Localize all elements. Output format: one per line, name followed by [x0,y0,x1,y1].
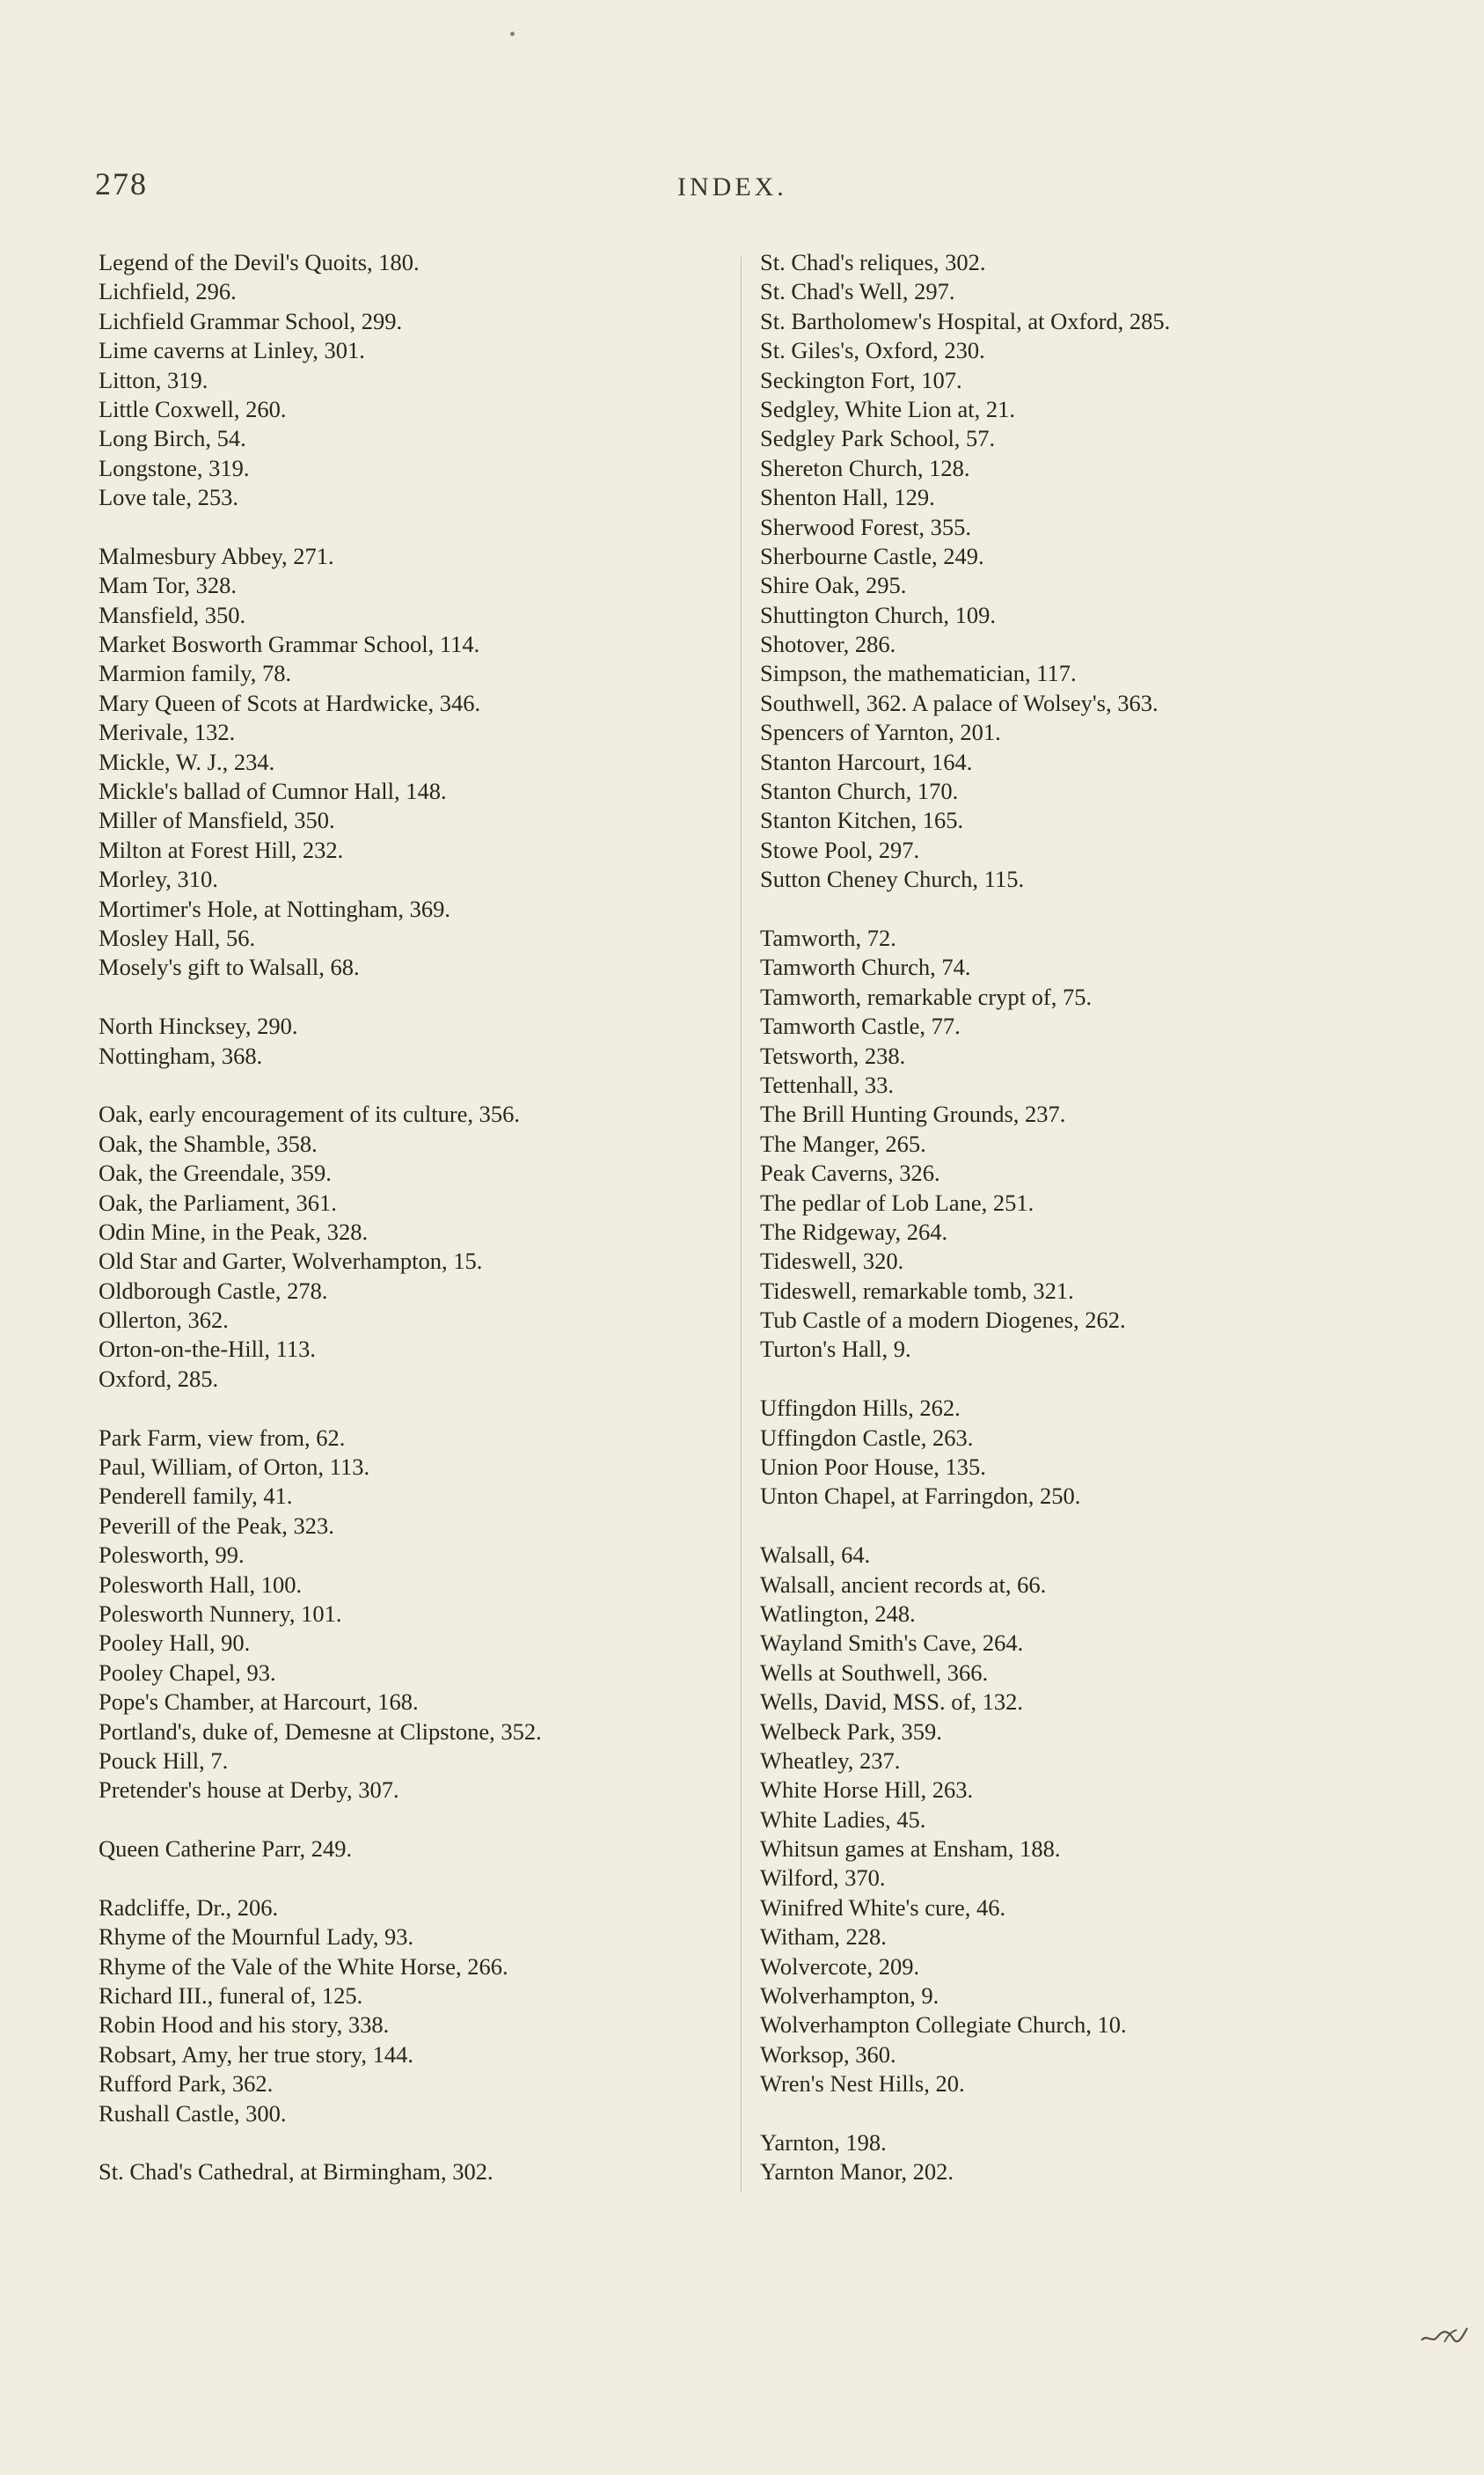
index-entry: Richard III., funeral of, 125. [99,1982,363,2010]
index-entry: Mary Queen of Scots at Hardwicke, 346. [99,689,481,716]
index-entry: Seckington Fort, 107. [760,366,962,393]
index-entry: Walsall, 64. [760,1541,871,1569]
index-entry: Ollerton, 362. [99,1307,229,1334]
index-entry: Malmesbury Abbey, 271. [99,542,334,569]
index-entry: Odin Mine, in the Peak, 328. [99,1218,369,1245]
index-entry: Wells, David, MSS. of, 132. [760,1688,1023,1716]
index-entry: Litton, 319. [99,366,208,393]
index-entry: Mortimer's Hole, at Nottingham, 369. [99,895,451,922]
index-entry: Wolvercote, 209. [760,1952,920,1980]
index-entry: Polesworth, 99. [99,1541,245,1569]
group-spacer [99,1394,727,1423]
index-entry: Shenton Hall, 129. [760,484,935,511]
index-entry: Paul, William, of Orton, 113. [99,1454,370,1481]
index-entry: Mosley Hall, 56. [99,924,256,951]
index-entry: The Manger, 265. [760,1130,926,1157]
index-entry: Park Farm, view from, 62. [99,1424,346,1451]
index-entry: Wells at Southwell, 366. [760,1659,989,1686]
index-entry: Shotover, 286. [760,631,896,658]
index-entry: Wayland Smith's Cave, 264. [760,1629,1024,1657]
index-entry: Penderell family, 41. [99,1483,293,1510]
index-entry: Welbeck Park, 359. [760,1717,942,1745]
index-entry: Tideswell, 320. [760,1248,904,1275]
index-entry: Wolverhampton Collegiate Church, 10. [760,2011,1127,2039]
index-entry: Mam Tor, 328. [99,572,238,599]
index-entry: Sedgley, White Lion at, 21. [760,395,1015,422]
printer-mark-icon [1418,2321,1471,2347]
index-entry: Portland's, duke of, Demesne at Clipstone, 352. [99,1717,542,1745]
index-entry: Witham, 228. [760,1923,887,1951]
index-entry: Sedgley Park School, 57. [760,425,996,452]
index-entry: Robsart, Amy, her true story, 144. [99,2040,413,2068]
index-entry: Rhyme of the Mournful Lady, 93. [99,1923,414,1951]
index-entry: Lime caverns at Linley, 301. [99,337,365,364]
index-entry: Worksop, 360. [760,2040,896,2068]
index-entry: Robin Hood and his story, 338. [99,2011,390,2039]
index-entry: Rhyme of the Vale of the White Horse, 266. [99,1952,508,1980]
index-entry: Whitsun games at Ensham, 188. [760,1835,1061,1863]
index-entry: Nottingham, 368. [99,1042,263,1069]
index-entry: Shuttington Church, 109. [760,601,996,628]
group-spacer [99,1805,727,1834]
index-entry: North Hincksey, 290. [99,1013,298,1040]
page-number: 278 [95,166,148,201]
index-entry: St. Chad's reliques, 302. [760,249,986,275]
index-entry: Radcliffe, Dr., 206. [99,1893,279,1921]
index-entry: Miller of Mansfield, 350. [99,807,335,834]
index-entry: Mansfield, 350. [99,601,246,628]
index-entry: Stanton Church, 170. [760,778,959,805]
running-head: INDEX. [677,172,787,201]
index-entry: Merivale, 132. [99,719,236,746]
index-entry: Old Star and Garter, Wolverhampton, 15. [99,1248,483,1275]
index-entry: Oxford, 285. [99,1365,219,1392]
index-column-right [760,248,1455,2187]
index-entry: Legend of the Devil's Quoits, 180. [99,249,420,275]
index-entry: Tamworth Castle, 77. [760,1013,961,1040]
index-entry: Tamworth, 72. [760,924,896,951]
index-entry: Winifred White's cure, 46. [760,1893,1006,1921]
index-entry: Wolverhampton, 9. [760,1982,939,2010]
index-entry: Polesworth Hall, 100. [99,1571,303,1598]
index-entry: Walsall, ancient records at, 66. [760,1571,1047,1598]
index-entry: Rufford Park, 362. [99,2070,274,2098]
index-entry: Peak Caverns, 326. [760,1160,940,1187]
index-entry: Pope's Chamber, at Harcourt, 168. [99,1688,419,1716]
index-entry: Yarnton, 198. [760,2129,887,2156]
index-entry: Mickle's ballad of Cumnor Hall, 148. [99,778,447,805]
index-entry: St. Chad's Cathedral, at Birmingham, 302. [99,2158,493,2186]
index-entry: Tamworth Church, 74. [760,954,971,981]
index-entry: Tamworth, remarkable crypt of, 75. [760,983,1093,1010]
index-entry: Pooley Hall, 90. [99,1629,251,1657]
group-spacer [760,1512,1455,1541]
index-entry: White Ladies, 45. [760,1805,926,1833]
index-entry: Market Bosworth Grammar School, 114. [99,631,480,658]
index-entry: Queen Catherine Parr, 249. [99,1835,353,1863]
group-spacer [99,513,727,542]
index-entry: Shereton Church, 128. [760,454,970,481]
index-entry: Oldborough Castle, 278. [99,1277,328,1304]
index-entry: Little Coxwell, 260. [99,395,287,422]
index-entry: Sherbourne Castle, 249. [760,542,984,569]
index-entry: Wheatley, 237. [760,1746,901,1774]
index-entry: Peverill of the Peak, 323. [99,1512,334,1539]
index-entry: Love tale, 253. [99,484,238,511]
index-entry: White Horse Hill, 263. [760,1776,974,1804]
index-entry: Marmion family, 78. [99,660,292,687]
index-entry: Union Poor House, 135. [760,1454,986,1481]
index-entry: Morley, 310. [99,866,218,893]
index-entry: Long Birch, 54. [99,425,246,452]
index-entry: The Ridgeway, 264. [760,1218,948,1245]
index-entry: Tettenhall, 33. [760,1071,894,1098]
index-entry: The pedlar of Lob Lane, 251. [760,1189,1034,1216]
index-entry: The Brill Hunting Grounds, 237. [760,1101,1066,1128]
group-spacer [760,895,1455,924]
index-entry: Watlington, 248. [760,1600,916,1627]
index-entry: Tub Castle of a modern Diogenes, 262. [760,1307,1126,1334]
index-entry: Stanton Harcourt, 164. [760,748,973,775]
index-entry: Mosely's gift to Walsall, 68. [99,954,360,981]
index-entry: Tideswell, remarkable tomb, 321. [760,1277,1074,1304]
group-spacer [99,1071,727,1100]
group-spacer [99,1864,727,1893]
index-entry: Unton Chapel, at Farringdon, 250. [760,1483,1081,1510]
page-speck [510,32,515,36]
index-entry: Wilford, 370. [760,1864,886,1892]
group-spacer [99,2128,727,2157]
index-entry: Uffingdon Castle, 263. [760,1424,974,1451]
index-entry: Sutton Cheney Church, 115. [760,866,1025,893]
index-entry: Yarnton Manor, 202. [760,2158,954,2186]
column-divider [741,257,742,2193]
index-entry: St. Chad's Well, 297. [760,278,955,305]
index-entry: Spencers of Yarnton, 201. [760,719,1001,746]
index-column-left [99,248,727,2187]
index-entry: Pouck Hill, 7. [99,1746,229,1774]
index-entry: Wren's Nest Hills, 20. [760,2070,965,2098]
group-spacer [760,2099,1455,2128]
index-entry: Pooley Chapel, 93. [99,1659,276,1686]
index-entry: Sherwood Forest, 355. [760,513,971,540]
index-entry: Milton at Forest Hill, 232. [99,836,344,863]
group-spacer [760,1365,1455,1394]
index-entry: Orton-on-the-Hill, 113. [99,1336,317,1363]
index-entry: Lichfield Grammar School, 299. [99,307,403,334]
index-entry: Polesworth Nunnery, 101. [99,1600,342,1627]
index-entry: Lichfield, 296. [99,278,237,305]
index-entry: St. Bartholomew's Hospital, at Oxford, 285. [760,307,1171,334]
index-entry: Stowe Pool, 297. [760,836,920,863]
index-entry: Uffingdon Hills, 262. [760,1395,961,1422]
index-entry: Turton's Hall, 9. [760,1336,911,1363]
index-entry: Longstone, 319. [99,454,250,481]
index-entry: Oak, the Parliament, 361. [99,1189,337,1216]
index-entry: Simpson, the mathematician, 117. [760,660,1077,687]
index-entry: Rushall Castle, 300. [99,2099,287,2127]
index-entry: Pretender's house at Derby, 307. [99,1776,399,1804]
index-entry: Oak, the Greendale, 359. [99,1160,332,1187]
index-entry: Tetsworth, 238. [760,1042,906,1069]
index-entry: Southwell, 362. A palace of Wolsey's, 363. [760,689,1159,716]
index-entry: Oak, early encouragement of its culture, 356. [99,1101,521,1128]
index-entry: Shire Oak, 295. [760,572,907,599]
index-entry: Oak, the Shamble, 358. [99,1130,318,1157]
group-spacer [99,983,727,1012]
index-entry: St. Giles's, Oxford, 230. [760,337,985,364]
index-entry: Stanton Kitchen, 165. [760,807,964,834]
index-entry: Mickle, W. J., 234. [99,748,275,775]
